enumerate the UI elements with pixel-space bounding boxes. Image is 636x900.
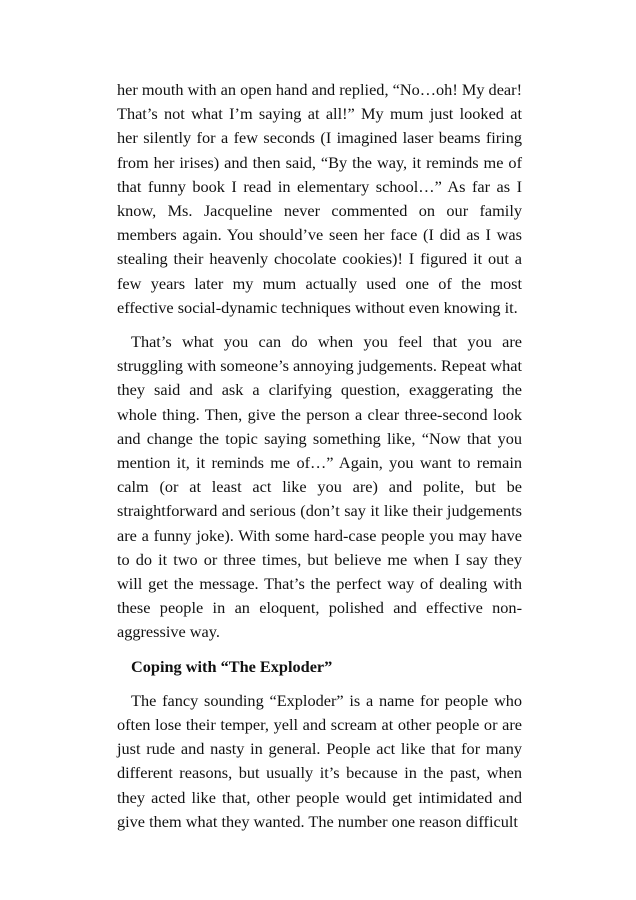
paragraph-exploder-intro: The fancy sounding “Exploder” is a name for people who often lose their temper, yell and scream at other people or are just rude and nasty in general. People act like that for many different reasons, but usually it’s because in the past, when they acted like that, other people would get intimidated and give them what they wanted. The number one reason difficult xyxy=(117,690,522,831)
section-heading: Coping with “The Exploder” xyxy=(131,656,333,676)
paragraph-judgements-technique: That’s what you can do when you feel that you are struggling with someone’s annoying judgements. Repeat what they said and ask a clarifying question, exaggerating the whole thing. Then, give the person a clear three-second look and change the topic saying something like, “Now that you mention it, it reminds me of…” Again, you want to remain calm (or at least act like you are) and polite, but be straightforward and serious (don’t say it like their judgements are a funny joke). With some hard-case people you may have to do it two or three times, but believe me when I say they will get the message. That’s the perfect way of dealing with these people in an eloquent, polished and effective non-aggressive way. xyxy=(117,332,522,642)
paragraph-mum-story: her mouth with an open hand and replied, “No…oh! My dear! That’s not what I’m saying at all!” My mum just looked at her silently for a few seconds (I imagined laser beams firing from her irises) and then said, “By the way, it reminds me of that funny book I read in elementary school…” As far as I know, Ms. Jacqueline never commented on our family members again. You should’ve seen her face (I did as I was stealing their heavenly chocolate cookies)! I figured it out a few years later my mum actually used one of the most effective social-dynamic techniques without even knowing it. xyxy=(117,80,522,317)
book-page xyxy=(117,78,522,844)
